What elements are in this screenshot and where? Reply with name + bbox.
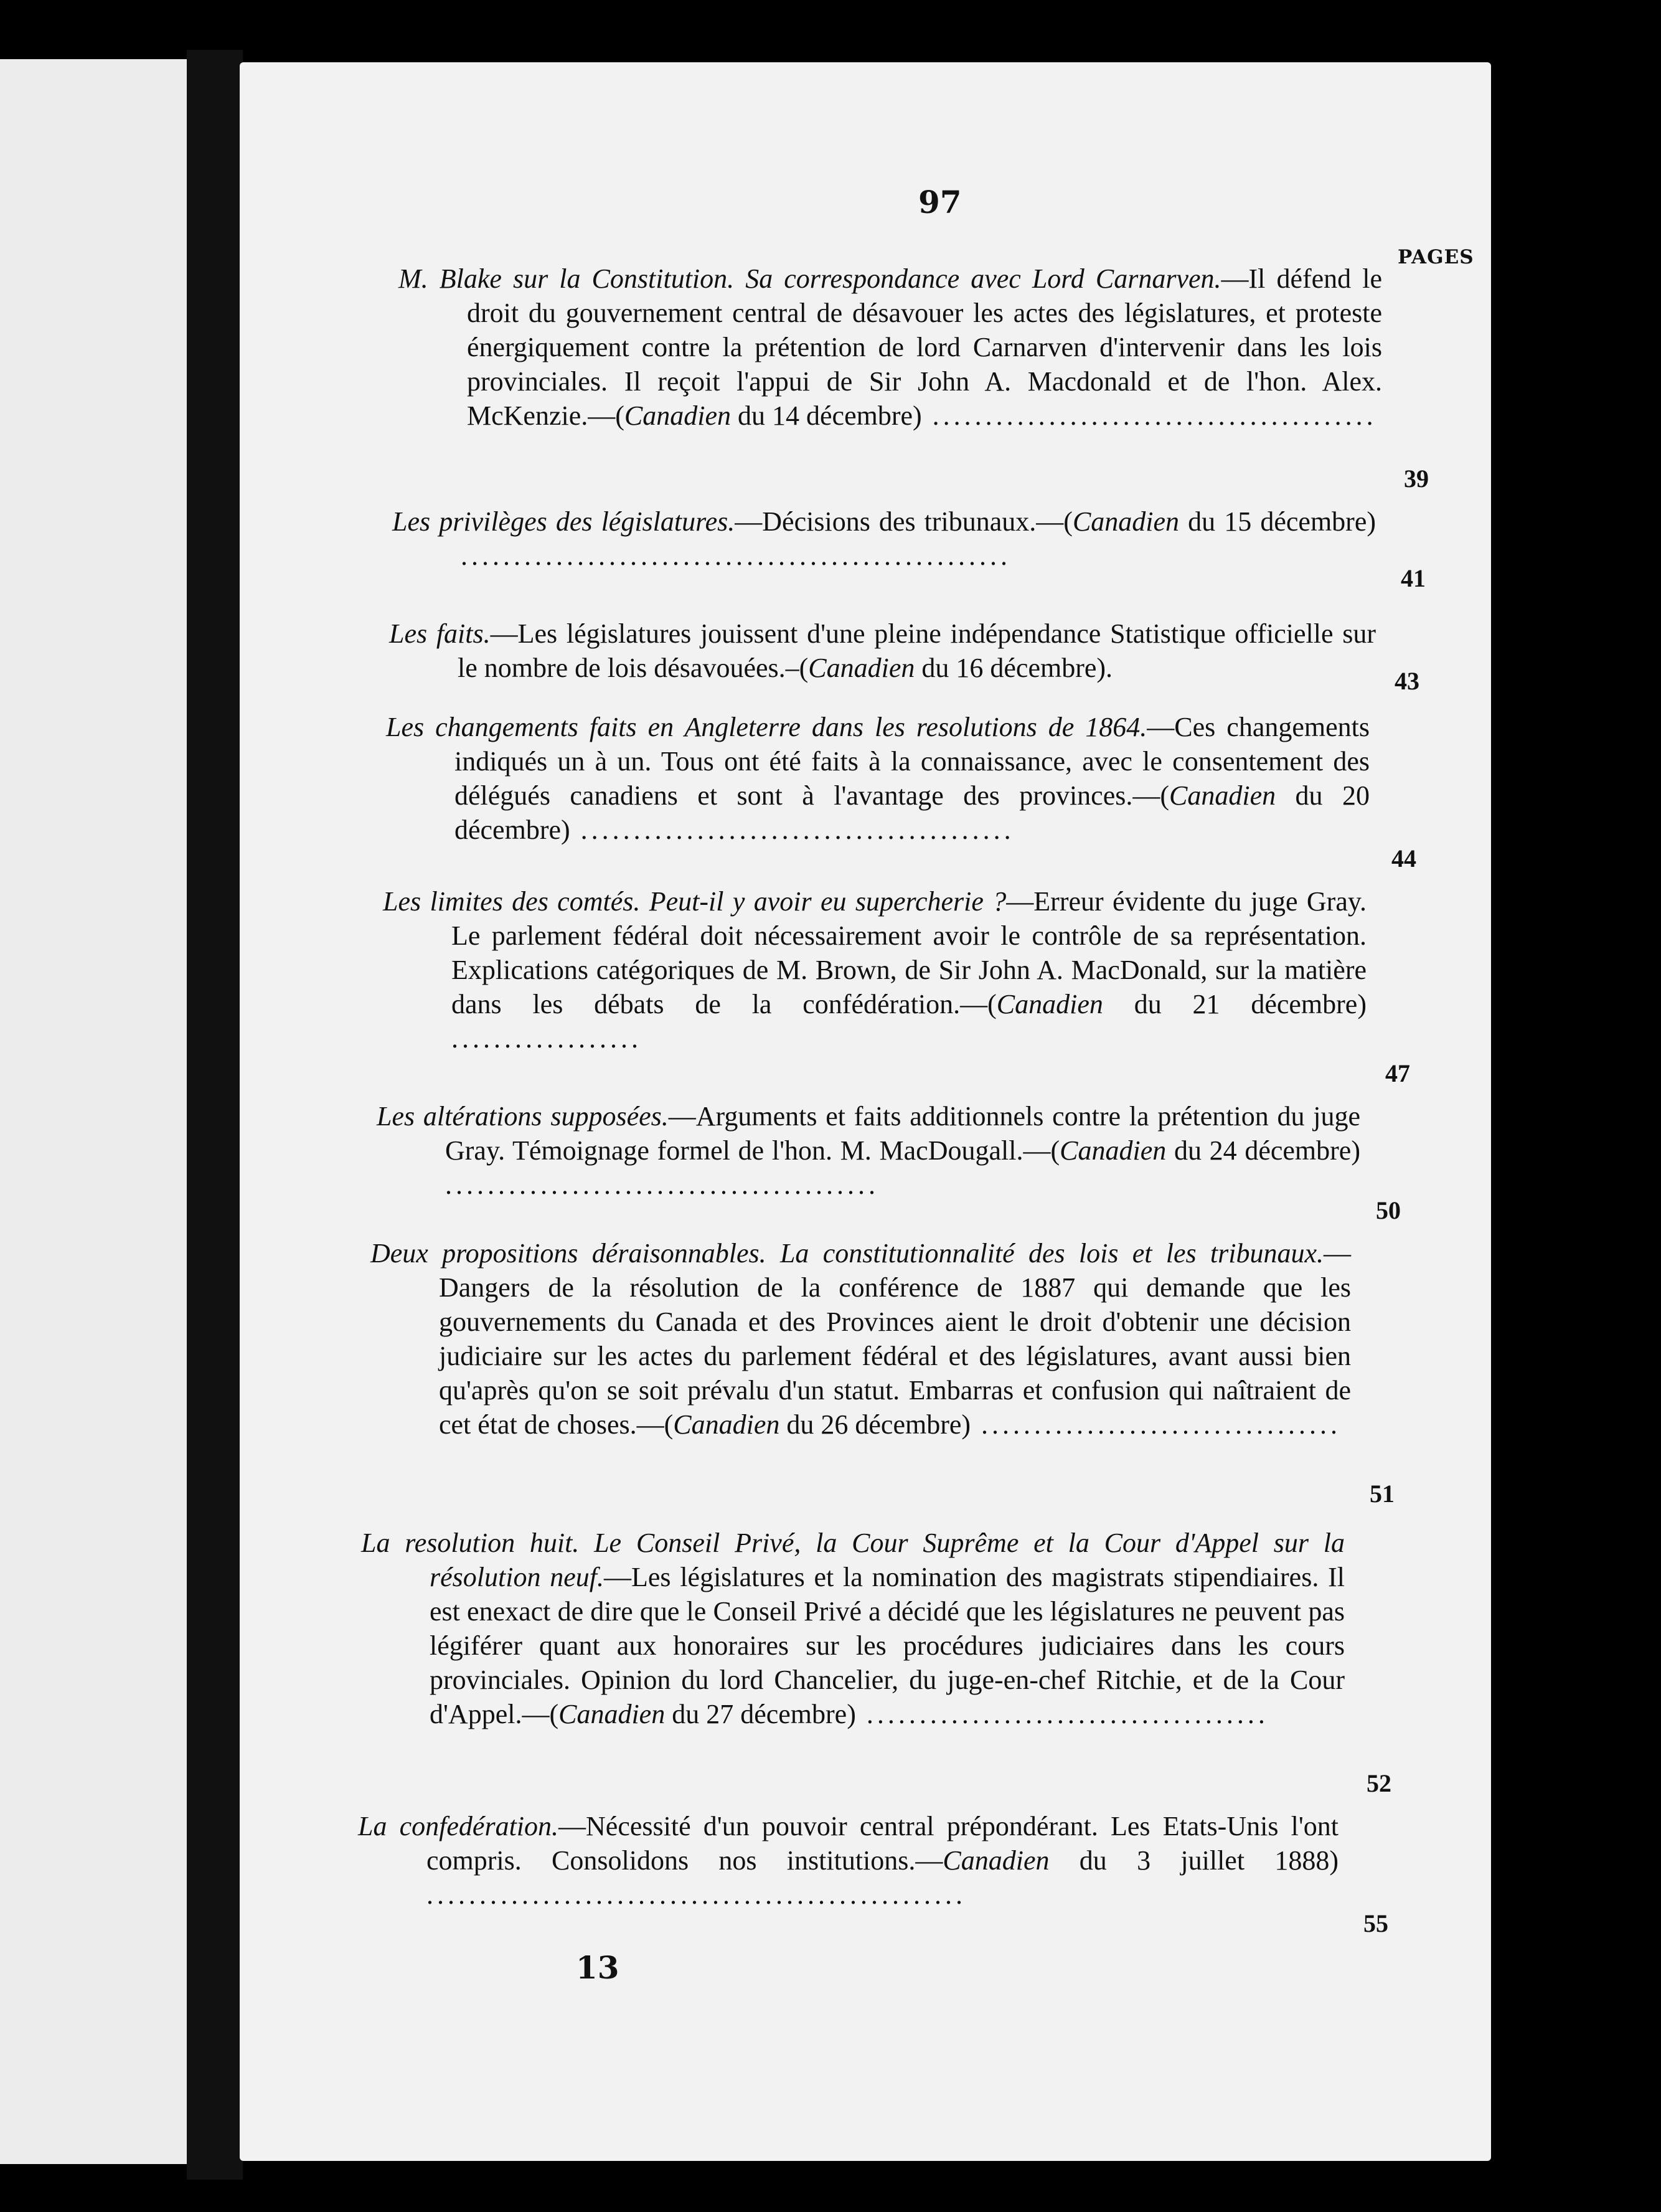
dot-leader: ......................................... <box>570 815 1015 845</box>
entry-date: du 26 décembre) <box>779 1409 971 1440</box>
toc-entry <box>370 1236 1351 1442</box>
entry-heading: Les changements faits en Angleterre dans les resolutions de 1864. <box>386 712 1147 742</box>
entry-source: Canadien <box>1072 506 1180 537</box>
entry-date: du 24 décembre) <box>1166 1135 1360 1166</box>
dot-leader: .................. <box>451 1023 642 1054</box>
entry-source: Canadien <box>1060 1135 1167 1166</box>
entry-summary: —Les législatures jouissent d'une pleine indépendance Statistique officielle sur le nombre de lois désavouées.–( <box>458 618 1376 683</box>
toc-entry <box>358 1809 1339 1912</box>
toc-entry <box>392 504 1376 573</box>
entry-page-ref: 50 <box>1376 1196 1401 1224</box>
entry-source: Canadien <box>673 1409 780 1440</box>
entry-summary: —Dangers de la résolution de la conférence de 1887 qui demande que les gouvernements du Canada et des Provinces aient le droit d'obtenir une décision judiciaire sur les actes du parlement fédéral et des législatures, avant aussi bien qu'après qu'on se soit prévalu d'un statut. Embarras et confusion qui naîtraient de cet état de choses.—( <box>439 1238 1351 1440</box>
entry-heading: Les limites des comtés. Peut-il y avoir eu supercherie ? <box>383 886 1007 917</box>
entry-heading: La confedération. <box>358 1811 559 1841</box>
dot-leader: .................................................... <box>461 541 1011 571</box>
entry-source: Canadien <box>943 1845 1050 1876</box>
entry-summary: —Les législatures et la nomination des magistrats stipendiaires. Il est enexact de dire que le Conseil Privé a décidé que les législatures ne peuvent pas légiférer quant aux honoraires sur les procédures judiciaires dans les cours provinciales. Opinion du lord Chancelier, du juge-en-chef Ritchie, et de la Cour d'Appel.—( <box>430 1562 1345 1729</box>
entry-date: du 15 décembre) <box>1179 506 1376 537</box>
toc-entry <box>361 1526 1345 1731</box>
toc-entry <box>377 1099 1360 1202</box>
entry-heading: Les privilèges des législatures. <box>392 506 735 537</box>
toc-entry <box>386 710 1370 847</box>
entry-summary: —Décisions des tribunaux.—( <box>735 506 1073 537</box>
entry-source: Canadien <box>808 653 915 683</box>
entry-heading: Deux propositions déraisonnables. La constitutionnalité des lois et les tribunaux. <box>370 1238 1324 1269</box>
dot-leader: .................................. <box>971 1409 1342 1440</box>
entry-summary: —Arguments et faits additionnels contre la prétention du juge Gray. Témoignage formel de l'hon. M. MacDougall.—( <box>445 1101 1360 1166</box>
entry-date: du 27 décembre) <box>665 1699 856 1729</box>
entry-source: Canadien <box>558 1699 666 1729</box>
entry-page-ref: 41 <box>1401 564 1426 592</box>
entry-date: du 21 décembre) <box>1103 989 1367 1019</box>
pages-column-label: PAGES <box>1398 246 1474 268</box>
entry-page-ref: 47 <box>1385 1059 1410 1087</box>
entry-page-ref: 51 <box>1370 1480 1395 1508</box>
signature-mark: 13 <box>576 1949 619 1986</box>
entry-source: Canadien <box>1169 780 1276 811</box>
book-gutter <box>187 50 243 2180</box>
entry-page-ref: 39 <box>1404 465 1429 493</box>
entry-heading: La resolution huit. Le Conseil Privé, la Cour Suprême et la Cour d'Appel sur la résolution neuf. <box>361 1528 1345 1592</box>
entry-date: du 16 décembre). <box>915 653 1113 683</box>
page-number: 97 <box>918 184 962 220</box>
entry-page-ref: 52 <box>1367 1769 1391 1797</box>
dot-leader: .......................................... <box>921 400 1377 431</box>
entry-page-ref: 44 <box>1391 844 1416 872</box>
toc-entry <box>398 262 1382 433</box>
entry-summary: —Il défend le droit du gouvernement central de désavouer les actes des législatures, et proteste énergiquement contre la prétention de lord Carnarven d'intervenir dans les lois provinciales. Il reçoit l'appui de Sir John A. Macdonald et de l'hon. Alex. McKenzie.—( <box>467 263 1383 431</box>
entry-page-ref: 43 <box>1395 667 1419 695</box>
entry-page-ref: 55 <box>1363 1909 1388 1937</box>
entry-summary: —Nécessité d'un pouvoir central prépondérant. Les Etats-Unis l'ont compris. Consolidons nos institutions.— <box>426 1811 1339 1876</box>
entry-summary: —Erreur évidente du juge Gray. Le parlement fédéral doit nécessairement avoir le contrôle de sa représentation. Explications catégoriques de M. Brown, de Sir John A. MacDonald, sur la matière dans les débats de la confédération.—( <box>451 886 1367 1019</box>
dot-leader: ................................................... <box>426 1879 966 1910</box>
entry-source: Canadien <box>996 989 1103 1019</box>
toc-entry <box>389 617 1376 685</box>
entry-date: du 20 décembre) <box>454 780 1370 845</box>
entry-heading: Les faits. <box>389 618 491 649</box>
dot-leader: ...................................... <box>855 1699 1269 1729</box>
entry-date: du 3 juillet 1888) <box>1049 1845 1339 1876</box>
previous-page-edge <box>0 59 205 2164</box>
entry-heading: Les altérations supposées. <box>377 1101 669 1132</box>
toc-entry <box>383 884 1367 1056</box>
dot-leader: ......................................... <box>445 1170 879 1200</box>
entry-date: du 14 décembre) <box>731 400 922 431</box>
entry-source: Canadien <box>624 400 732 431</box>
entry-heading: M. Blake sur la Constitution. Sa correspondance avec Lord Carnarven. <box>398 263 1221 294</box>
entry-summary: —Ces changements indiqués un à un. Tous ont été faits à la connaissance, avec le consentement des délégués canadiens et sont à l'avantage des provinces.—( <box>454 712 1370 811</box>
